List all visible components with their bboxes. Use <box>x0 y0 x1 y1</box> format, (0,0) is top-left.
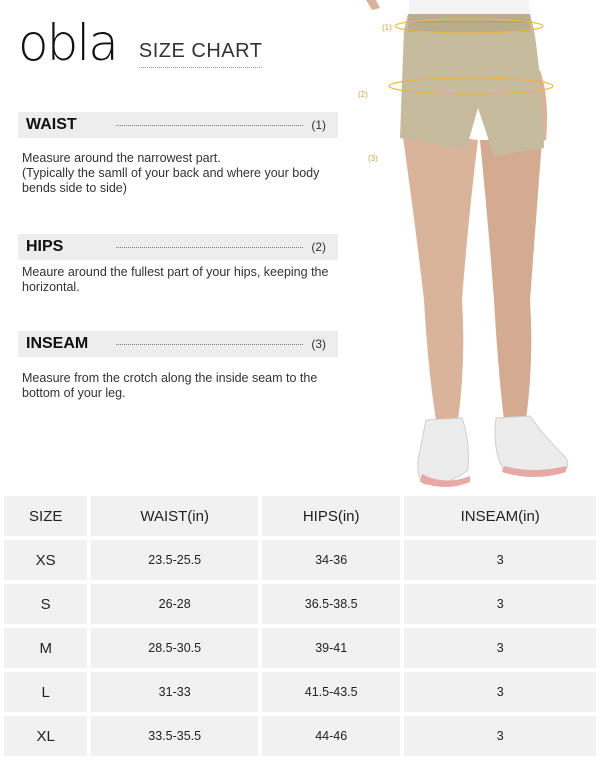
photo-label-inseam: (3) <box>368 154 378 163</box>
section-bar-hips <box>18 234 338 260</box>
cell-size: L <box>4 672 87 712</box>
cell-size: XS <box>4 540 87 580</box>
dotted-leader <box>116 344 303 345</box>
dotted-leader <box>116 125 303 126</box>
table-row <box>4 540 596 580</box>
cell-hips: 44-46 <box>262 716 400 756</box>
right-leg <box>480 140 542 420</box>
section-number-inseam: (3) <box>311 337 326 351</box>
cell-inseam: 3 <box>404 716 596 756</box>
cell-waist: 28.5-30.5 <box>91 628 258 668</box>
header-inseam: INSEAM(in) <box>404 496 596 536</box>
section-bar-waist <box>18 112 338 138</box>
section-desc-waist: Measure around the narrowest part. (Typically the samll of your back and where your body bends side to side) <box>22 151 320 195</box>
section-bar-inseam <box>18 331 338 357</box>
photo-label-hips: (2) <box>358 90 368 99</box>
section-title-inseam: INSEAM <box>26 335 89 352</box>
section-title-hips: HIPS <box>26 238 64 255</box>
cell-hips: 34-36 <box>262 540 400 580</box>
cell-size: XL <box>4 716 87 756</box>
product-photo <box>358 0 600 490</box>
waistband <box>408 14 530 32</box>
cell-hips: 39-41 <box>262 628 400 668</box>
brand-logo: obla <box>18 14 117 72</box>
section-desc-hips: Meaure around the fullest part of your hips, keeping the horizontal. <box>22 265 329 294</box>
cell-inseam: 3 <box>404 540 596 580</box>
section-desc-inseam: Measure from the crotch along the inside seam to the bottom of your leg. <box>22 371 318 400</box>
header-size: SIZE <box>4 496 87 536</box>
left-leg <box>402 130 478 420</box>
table-row <box>4 584 596 624</box>
cell-waist: 33.5-35.5 <box>91 716 258 756</box>
table-row <box>4 628 596 668</box>
table-row <box>4 672 596 712</box>
right-shoe <box>495 416 568 475</box>
cell-size: S <box>4 584 87 624</box>
section-number-hips: (2) <box>311 240 326 254</box>
left-arm <box>366 0 380 10</box>
cell-inseam: 3 <box>404 672 596 712</box>
cell-waist: 26-28 <box>91 584 258 624</box>
cell-waist: 31-33 <box>91 672 258 712</box>
cell-waist: 23.5-25.5 <box>91 540 258 580</box>
header-hips: HIPS(in) <box>262 496 400 536</box>
cell-inseam: 3 <box>404 628 596 668</box>
cell-inseam: 3 <box>404 584 596 624</box>
table-row <box>4 716 596 756</box>
cell-size: M <box>4 628 87 668</box>
cell-hips: 41.5-43.5 <box>262 672 400 712</box>
size-table <box>0 492 600 760</box>
dotted-leader <box>116 247 303 248</box>
section-number-waist: (1) <box>311 118 326 132</box>
brand-header <box>18 14 263 72</box>
left-shoe <box>418 418 469 484</box>
section-title-waist: WAIST <box>26 116 77 133</box>
shorts <box>400 14 544 156</box>
photo-label-waist: (1) <box>382 23 392 32</box>
page-title: SIZE CHART <box>139 40 263 68</box>
header-waist: WAIST(in) <box>91 496 258 536</box>
cell-hips: 36.5-38.5 <box>262 584 400 624</box>
shirt-hem <box>408 0 530 14</box>
table-header-row <box>4 496 596 536</box>
